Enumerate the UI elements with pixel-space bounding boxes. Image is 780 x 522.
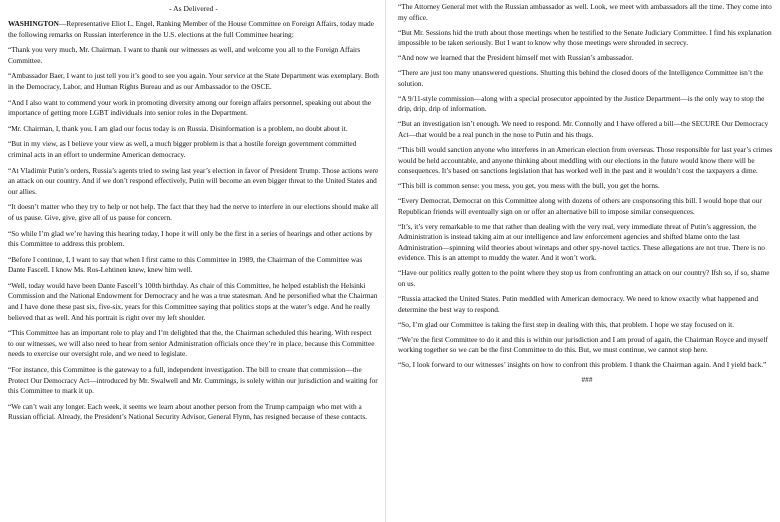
remarks-paragraph: “But an investigation isn’t enough. We need to respond. Mr. Connolly and I have offered a bill—the SECURE Our Democracy Act—that would be a real punch in the nose to Putin and his thugs.: [398, 119, 769, 139]
right-column: [390, 0, 780, 384]
remarks-paragraph: “And I also want to commend your work in promoting diversity among our foreign affairs personnel, speaking out about the importance of getting more LGBT individuals into senior roles in the Department.: [8, 97, 372, 118]
remarks-paragraph: “Well, today would have been Dante Fascell’s 100th birthday. As chair of this Committee, he helped establish the Helsinki Commission and the National Endowment for Democracy and he was a true statesman. And he personified what the Chairman and I have done these past six, five-six, years for this Committee saying that politics stops at the water’s edge. And he really believed that as well. And his portrait is right over my left shoulder.: [8, 280, 378, 322]
remarks-paragraph: “There are just too many unanswered questions. Shutting this behind the closed doors of the Intelligence Committee isn’t the solution.: [398, 68, 763, 88]
remarks-paragraph: “Every Democrat, Democrat on this Committee along with dozens of others are cosponsoring this bill. I would hope that our Republican friends will eventually sign on or offer an alternative bill to impose similar consequences.: [398, 196, 762, 216]
remarks-paragraph: “So while I’m glad we’re having this hearing today, I hope it will only be the first in a series of hearings and other actions by this Committee to address this problem.: [8, 228, 373, 249]
remarks-paragraph: “Russia attacked the United States. Putin meddled with American democracy. We need to know exactly what happened and determine the best way to respond.: [398, 294, 759, 314]
intro-text: —Representative Eliot L. Engel, Ranking Member of the House Committee on Foreign Affairs, today made the following remarks on Russian interference in the U.S. elections at the full Committee hearing:: [8, 19, 374, 39]
remarks-paragraph: “Thank you very much, Mr. Chairman. I want to thank our witnesses as well, and welcome you all to the Foreign Affairs Committee.: [8, 45, 361, 65]
remarks-paragraph: “For instance, this Committee is the gateway to a full, independent investigation. The bill to create that commission—the Protect Our Democracy Act—introduced by Mr. Swalwell and Mr. Cummings, is solely within our jurisdiction and waiting for this Committee to mark it up.: [8, 365, 378, 396]
remarks-paragraph: “We’re the first Committee to do it and this is within our jurisdiction and I am proud of again, the Chairman Royce and myself working together so we can be the first Committee to do this. But, we must continue, we cannot stop here.: [398, 334, 768, 355]
left-column: [0, 0, 386, 522]
intro-paragraph: [8, 19, 379, 40]
remarks-paragraph: “And now we learned that the President himself met with Russian’s ambassador.: [398, 53, 634, 63]
remarks-paragraph: “But Mr. Sessions hid the truth about those meetings when he testified to the Senate Judiciary Committee. I find his explanation impossible to be taken seriously. But I want to know why those meetings were shrouded in secrecy.: [398, 27, 772, 48]
remarks-paragraph: “Mr. Chairman, I, thank you. I am glad our focus today is on Russia. Disinformation is a problem, no doubt about it.: [8, 123, 348, 133]
remarks-paragraph: “Ambassador Baer, I want to just tell you it’s good to see you again. Your service at the State Department was exemplary. Both in the Democracy, Labor, and Human Rights Bureau and as our Ambassador to the OSCE.: [8, 71, 379, 91]
remarks-paragraph: “This bill would sanction anyone who interferes in an American election from overseas. Those responsible for last year’s crimes would be held accountable, and anyone thinking about meddling with our elections in the future would know there will be consequences. It’s based on sanctions legislation that has worked well in the past and it wouldn’t cost the taxpayers a dime.: [398, 145, 773, 176]
remarks-paragraph: “Before I continue, I, I want to say that when I first came to this Committee in 1989, the Chairman of the Committee was Dante Fascell. I know Ms. Ros-Lehtinen knew, knew him well.: [8, 254, 363, 275]
remarks-paragraph: “We can’t wait any longer. Each week, it seems we learn about another person from the Trump campaign who met with a Russian official. Already, the President’s National Security Advisor, General Flynn, has resigned because of these contacts.: [8, 401, 367, 422]
remarks-paragraph: “This bill is common sense: you mess, you get, you mess with the bull, you get the horns.: [398, 181, 660, 191]
remarks-paragraph: “Have our politics really gotten to the point where they stop us from confronting an attack on our country? Ifsh so, if so, shame on us.: [398, 268, 770, 288]
delivery-header: - As Delivered -: [169, 4, 218, 13]
remarks-paragraph: “At Vladimir Putin’s orders, Russia’s agents tried to swing last year’s election in favor of President Trump. Those actions were an attack on our country. And if we don’t respond effectively, Putin will become an even bigger threat to the United States and our allies.: [8, 165, 379, 196]
remarks-paragraph: “So, I’m glad our Committee is taking the first step in dealing with this, that problem. I hope we stay focused on it.: [398, 319, 735, 329]
dateline: WASHINGTON: [8, 19, 59, 28]
remarks-paragraph: “It doesn’t matter who they try to help or not help. The fact that they had the nerve to interfere in our elections should make all of us pause. Give, give, give all of us pause for concern.: [8, 202, 379, 222]
remarks-paragraph: “The Attorney General met with the Russian ambassador as well. Look, we meet with ambassadors all the time. They come into my office.: [398, 2, 772, 22]
remarks-paragraph: “It’s, it’s very remarkable to me that rather than dealing with the very real, very immediate threat of Putin’s aggression, the Administration is instead taking aim at our intelligence and law enforcement agencies and shifted blame onto the last Administration—spinning wild theories about wiretaps and other spy-novel tactics. These allegations are not true. There is no evidence. This is an attempt to muddy the water. And it won’t work.: [398, 221, 765, 263]
remarks-paragraph: “A 9/11-style commission—along with a special prosecutor appointed by the Justice Department—is the only way to stop the drip, drip, drip of information.: [398, 93, 765, 114]
remarks-paragraph: “But in my view, as I believe your view as well, a much bigger problem is that a hostile foreign government committed criminal acts in an effort to undermine American democracy.: [8, 139, 357, 159]
remarks-paragraph: “So, I look forward to our witnesses’ insights on how to confront this problem. I thank the Chairman again. And I yield back.”: [398, 360, 767, 370]
remarks-paragraph: “This Committee has an important role to play and I’m delighted that the, the Chairman scheduled this hearing. With respect to our witnesses, we will also need to hear from senior Administration officials once they’re in place, because this Committee needs to exercise our oversight role, and we need to legislate.: [8, 328, 375, 359]
end-mark: ###: [581, 375, 593, 385]
